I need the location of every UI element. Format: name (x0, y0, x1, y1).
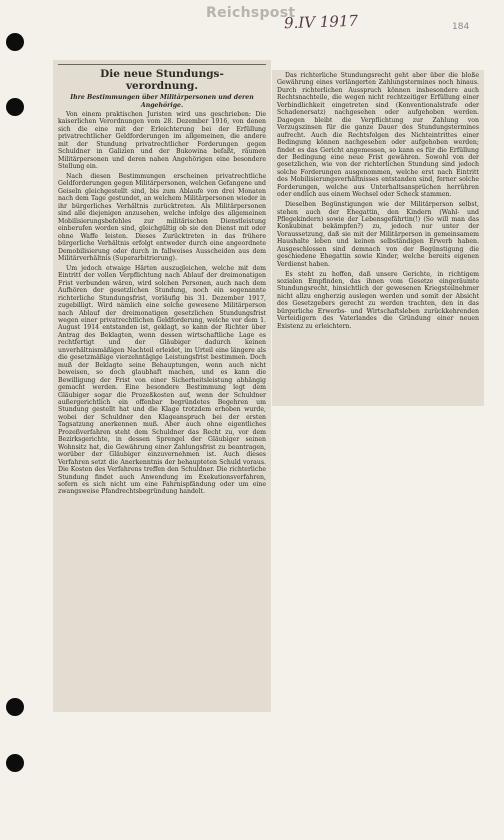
article-right-column (277, 72, 479, 330)
article-paragraph: Dieselben Begünstigungen wie der Militärperson selbst, stehen auch der Ehegattin, den Kindern (Wahl- und Pflegekindern) sowie der Lebensgefährtin(!) (So will man das Konkubinat bekämpfen?) zu, jedoch nur unter der Voraussetzung, daß sie mit der Militärperson in gemeinsamem Haushalte leben und keinen selbständigen Erwerb haben. Ausgeschlossen sind demnach von der Begünstigung die geschiedene Ehegattin sowie Kinder, welche bereits eigenen Verdienst haben. (277, 201, 479, 268)
article-title-line2: verordnung. (125, 80, 199, 92)
article-paragraph: Nach diesen Bestimmungen erscheinen privatrechtliche Geldforderungen gegen Militärpersonen, welchen Gefangene und Geiseln gleichgestellt sind, bis zum Ablaufe von drei Monaten nach dem Tage gestundet, an welchem Militärpersonen wieder in ihr bürgerliches Verhältnis zurücktreten. Als Militärpersonen sind alle diejenigen anzusehen, welche infolge des allgemeinen Mobilisierungsbefehles zur militärischen Dienstleistung einberufen worden sind, gleichgültig ob sie den Dienst mit oder ohne Waffe leisten. Dieses Zurücktreten in das frühere bürgerliche Verhältnis erfolgt entweder durch eine angeordnete Demobilisierung oder durch in fallweises Ausscheiden aus dem Militärverhältnis (Superarbitrierung). (58, 173, 266, 262)
punch-hole (6, 698, 24, 716)
article-title (58, 68, 266, 92)
article-title-line1: Die neue Stundungs- (100, 68, 224, 80)
article-paragraph: Um jedoch etwaige Härten auszugleichen, welche mit dem Eintritt der vollen Verpflichtung nach Ablauf der dreimonatigen Frist verbunden wären, wird solchen Personen, auch nach dem Aufhören der gesetzlichen Stundung, noch ein sogenannte richterliche Stundungsfrist, vorläufig bis 31. Dezember 1917, zugebilligt. Wird nämlich eine solche gewesene Militärperson nach Ablauf der dreimonatigen gesetzlichen Stundungsfrist wegen einer privatrechtlichen Geldforderung, welche vor dem 1. August 1914 entstanden ist, geklagt, so kann der Richter über Antrag des Beklagten, wenn dessen wirtschaftliche Lage es rechtfertigt und der Gläubiger dadurch keinen unverhältnismäßigen Nachteil erleidet, im Urteil eine längere als die gesetzmäßige vierzehntägige Leistungsfrist bestimmen. Doch muß der Beklagte seine Behauptungen, wenn auch nicht beweisen, so doch glaubhaft machen, und es kann die Bewilligung der Frist von einer Sicherheitsleistung abhängig gemacht werden. Eine besondere Bestimmung legt dem Gläubiger sogar die Prozeßkosten auf, wenn der Schuldner außergerichtlich ein offenbar begründetes Begehren um Stundung gestellt hat und die Klage trotzdem erhoben wurde, wobei der Schuldner den Klageanspruch bei der ersten Tagsatzung anerkennen muß. Aber auch ohne eigentliches Prozeßverfahren steht dem Schuldner das Recht zu, vor dem Bezirksgerichte, in dessen Sprengel der Gläubiger seinen Wohnsitz hat, die Gewährung einer Zahlungsfrist zu beantragen, worüber der Gläubiger einzuvernehmen ist. Auch dieses Verfahren setzt die Anerkenntnis der behaupteten Schuld voraus. Die Kosten des Verfahrens treffen den Schuldner. Die richterliche Stundung findet auch Anwendung im Exekutionsverfahren, sofern es sich nicht um eine Fahrnispfändung oder um eine zwangsweise Pfandrechtsbegründung handelt. (58, 264, 266, 496)
punch-hole (6, 98, 24, 116)
punch-hole (6, 33, 24, 51)
article-paragraph: Das richterliche Stundungsrecht geht aber über die bloße Gewährung eines verlängerten Zahlungstermines noch hinaus. Durch richterlichen Ausspruch können insbesondere auch Rechtsnachteile, die wegen nicht rechtzeitiger Erfüllung einer Verbindlichkeit eingetreten sind (Konventionalstrafe oder Schadenersatz) nachgesehen oder aufgehoben werden. Dagegen bleibt die Verpflichtung zur Zahlung von Verzugszinsen für die ganze Dauer des Stundungstermines aufrecht. Auch die Rechtsfolgen des Nichteintrittes einer Bedingung können nachgesehen oder aufgehoben werden; findet es das Gericht angemessen, so kann es für die Erfüllung der Bedingung eine neue Frist gewähren. Sowohl von der gesetzlichen, wie von der richterlichen Stundung sind jedoch solche Forderungen ausgenommen, welche erst nach Eintritt des Mobilisierungsverhältnisses entstanden sind, ferner solche Forderungen, welche aus Unterhaltsansprüchen herrühren oder endlich aus einem Wechsel oder Scheck stammen. (277, 72, 479, 199)
article-subtitle: Ihre Bestimmungen über Militärpersonen und deren Angehörige. (70, 94, 254, 109)
article-paragraph: Von einem praktischen Juristen wird uns geschrieben: Die kaiserlichen Verordnungen vom 28. Dezember 1916, von denen sich die eine mit der Erleichterung bei der Erfüllung privatrechtlicher Geldforderungen im allgemeinen, die andere mit der Stundung privatrechtlicher Forderungen gegen Schuldner in Galizien und der Bukowina befaßt, räumen Militärpersonen und deren nahen Angehörigen eine besondere Stellung ein. (58, 111, 266, 171)
article-left-column (58, 62, 266, 496)
newspaper-stamp: Reichspost (206, 5, 296, 21)
article-paragraph: Es steht zu hoffen, daß unsere Gerichte, in richtigem sozialen Empfinden, das ihnen vom Gesetze eingeräumte Stundungsrecht, hinsichtlich der gewesenen Kriegsteilnehmer nicht allzu engherzig auslegen werden und somit der Absicht des Gesetzgebers gerecht zu werden trachten, den in das bürgerliche Erwerbs- und Wirtschaftsleben zurückkehrenden Verteidigern des Vaterlandes die Gründung einer neuen Existenz zu erleichtern. (277, 270, 479, 330)
top-rule (58, 64, 266, 65)
handwritten-date: 9.IV 1917 (283, 11, 359, 33)
punch-hole (6, 754, 24, 772)
folio-number: 184 (452, 22, 470, 32)
